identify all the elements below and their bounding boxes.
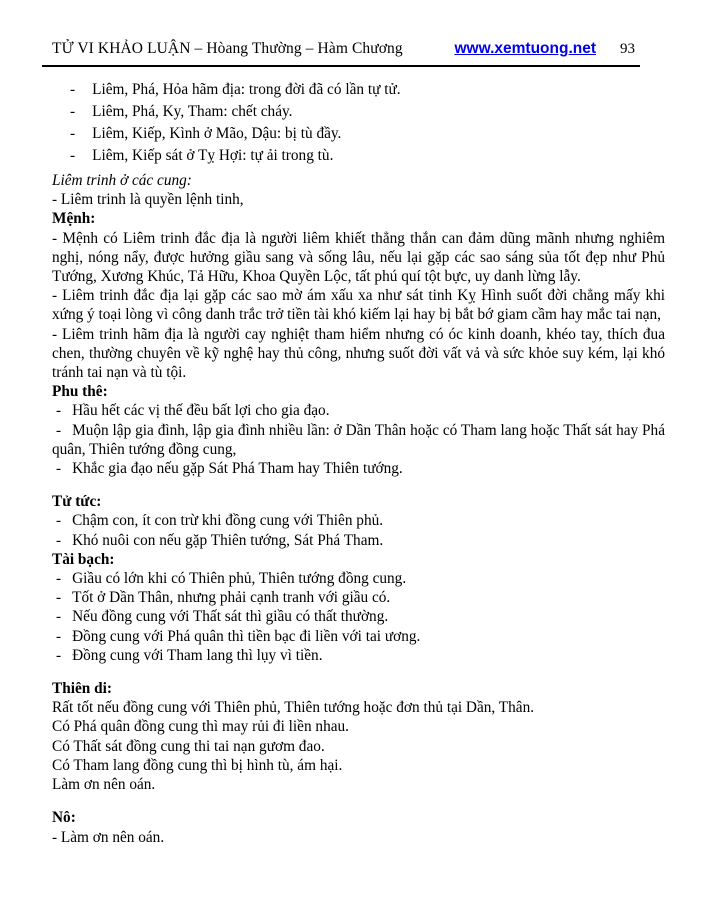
list-item [52, 569, 665, 588]
list-item-text: Liêm, Kiếp sát ở Tỵ Hợi: tự ải trong tù. [92, 147, 334, 164]
menh-paragraph: - Mệnh có Liêm trinh đắc địa là người liêm khiết thẳng thắn can đảm dũng mãnh nhưng nghiêm nghị, nóng nẩy, được hưởng giầu sang và sống lâu, nếu lại gặp các sao sáng sủa tốt đẹp như Phủ Tướng, Xương Khúc, Tả Hữu, Khoa Quyền Lộc, tất phú quí tột bực, uy danh lừng lẫy. [52, 229, 665, 286]
dash-bullet: - [56, 627, 62, 645]
list-item-text: Chậm con, ít con trừ khi đồng cung với Thiên phủ. [72, 512, 384, 530]
section-label-tai-bach: Tài bạch: [52, 550, 115, 568]
site-link[interactable]: www.xemtuong.net [454, 40, 596, 57]
dash-bullet: - [56, 570, 62, 588]
list-item-text: Hầu hết các vị thế đều bất lợi cho gia đạo. [72, 402, 330, 420]
list-item-text: Nếu đồng cung với Thất sát thì giầu có thất thường. [72, 608, 389, 626]
section-label-thien-di: Thiên di: [52, 680, 112, 698]
page-number: 93 [620, 41, 635, 57]
menh-paragraph: - Liêm trinh hãm địa là người cay nghiệt tham hiểm nhưng có óc kinh doanh, khéo tay, thích đua chen, thường chuyên về kỹ nghệ hay thủ công, nhưng suốt đời vất vả và sức khỏe suy kém, lại khó tránh tai nạn và tù tội. [52, 325, 665, 382]
text-line: Có Tham lang đồng cung thì bị hình tù, ám hại. [52, 756, 343, 774]
list-item-text: Đồng cung với Tham lang thì lụy vì tiền. [72, 646, 323, 664]
list-item-text: Đồng cung với Phá quân thì tiền bạc đi liền với tai ương. [72, 627, 421, 645]
dash-bullet: - [56, 421, 62, 439]
list-item [52, 531, 665, 550]
book-title: TỬ VI KHẢO LUẬN – Hòang Thường – Hàm Chương [52, 40, 403, 57]
section-label-no: Nô: [52, 809, 76, 827]
dash-bullet: - [70, 125, 76, 142]
menh-paragraph: - Liêm trinh đắc địa lại gặp các sao mờ ám xấu xa như sát tinh Kỵ Hình suốt đời chẳng mấy khi xứng ý toại lòng vì công danh trắc trở tiền tài khó kiếm lại hay bị bắt bớ giam cầm hay mắc tai nạn, [52, 287, 665, 324]
text-line: Rất tốt nếu đồng cung với Thiên phủ, Thiên tướng hoặc đơn thủ tại Dần, Thân. [52, 699, 535, 717]
list-item [52, 459, 665, 478]
list-item-text: Khắc gia đạo nếu gặp Sát Phá Tham hay Thiên tướng. [72, 460, 403, 478]
section-label-menh: Mệnh: [52, 210, 96, 228]
dash-bullet: - [56, 512, 62, 530]
cung-heading: Liêm trinh ở các cung: [52, 172, 192, 189]
list-item [52, 401, 665, 420]
dash-bullet: - [70, 81, 76, 98]
dash-bullet: - [56, 608, 62, 626]
cung-intro-line: - Liêm trinh là quyền lệnh tinh, [52, 191, 244, 209]
list-item [52, 101, 665, 123]
list-item-text: Liêm, Kiếp, Kình ở Mão, Dậu: bị tù đầy. [92, 125, 342, 142]
list-item [52, 511, 665, 530]
list-item-text: Tốt ở Dần Thân, nhưng phải cạnh tranh với giầu có. [72, 589, 391, 607]
list-item [52, 588, 665, 607]
list-item [52, 646, 665, 665]
list-item-text: Liêm, Phá, Hỏa hãm địa: trong đời đã có lần tự tử. [92, 81, 401, 98]
list-item-text: Giầu có lớn khi có Thiên phủ, Thiên tướng đồng cung. [72, 570, 407, 588]
list-item [52, 627, 665, 646]
dash-bullet: - [56, 531, 62, 549]
list-item [52, 79, 665, 101]
dash-bullet: - [56, 402, 62, 420]
text-line: Làm ơn nên oán. [52, 776, 156, 794]
list-item-text: Muộn lập gia đình, lập gia đình nhiều lần: ở Dần Thân hoặc có Tham lang hoặc Thất sát hay Phá quân, Thiên tướng đồng cung, [52, 421, 665, 458]
text-line: - Làm ơn nên oán. [52, 828, 165, 846]
dash-bullet: - [70, 103, 76, 120]
dash-bullet: - [56, 460, 62, 478]
list-item [52, 607, 665, 626]
dash-bullet: - [56, 589, 62, 607]
text-line: Có Thất sát đồng cung thi tai nạn gươm đao. [52, 737, 325, 755]
intro-list [52, 79, 665, 167]
list-item [52, 123, 665, 145]
section-label-tu-tuc: Tử tức: [52, 493, 102, 511]
dash-bullet: - [70, 147, 76, 164]
list-item [52, 145, 665, 167]
section-label-phu-the: Phu thê: [52, 383, 108, 401]
dash-bullet: - [56, 646, 62, 664]
list-item-text: Khó nuôi con nếu gặp Thiên tướng, Sát Phá Tham. [72, 531, 384, 549]
header-right-group [454, 40, 635, 58]
page-header [0, 0, 705, 58]
text-line: Có Phá quân đồng cung thì may rủi đi liền nhau. [52, 718, 349, 736]
list-item-text: Liêm, Phá, Ky, Tham: chết cháy. [92, 103, 293, 120]
page-content [0, 67, 705, 847]
list-item [52, 421, 665, 459]
